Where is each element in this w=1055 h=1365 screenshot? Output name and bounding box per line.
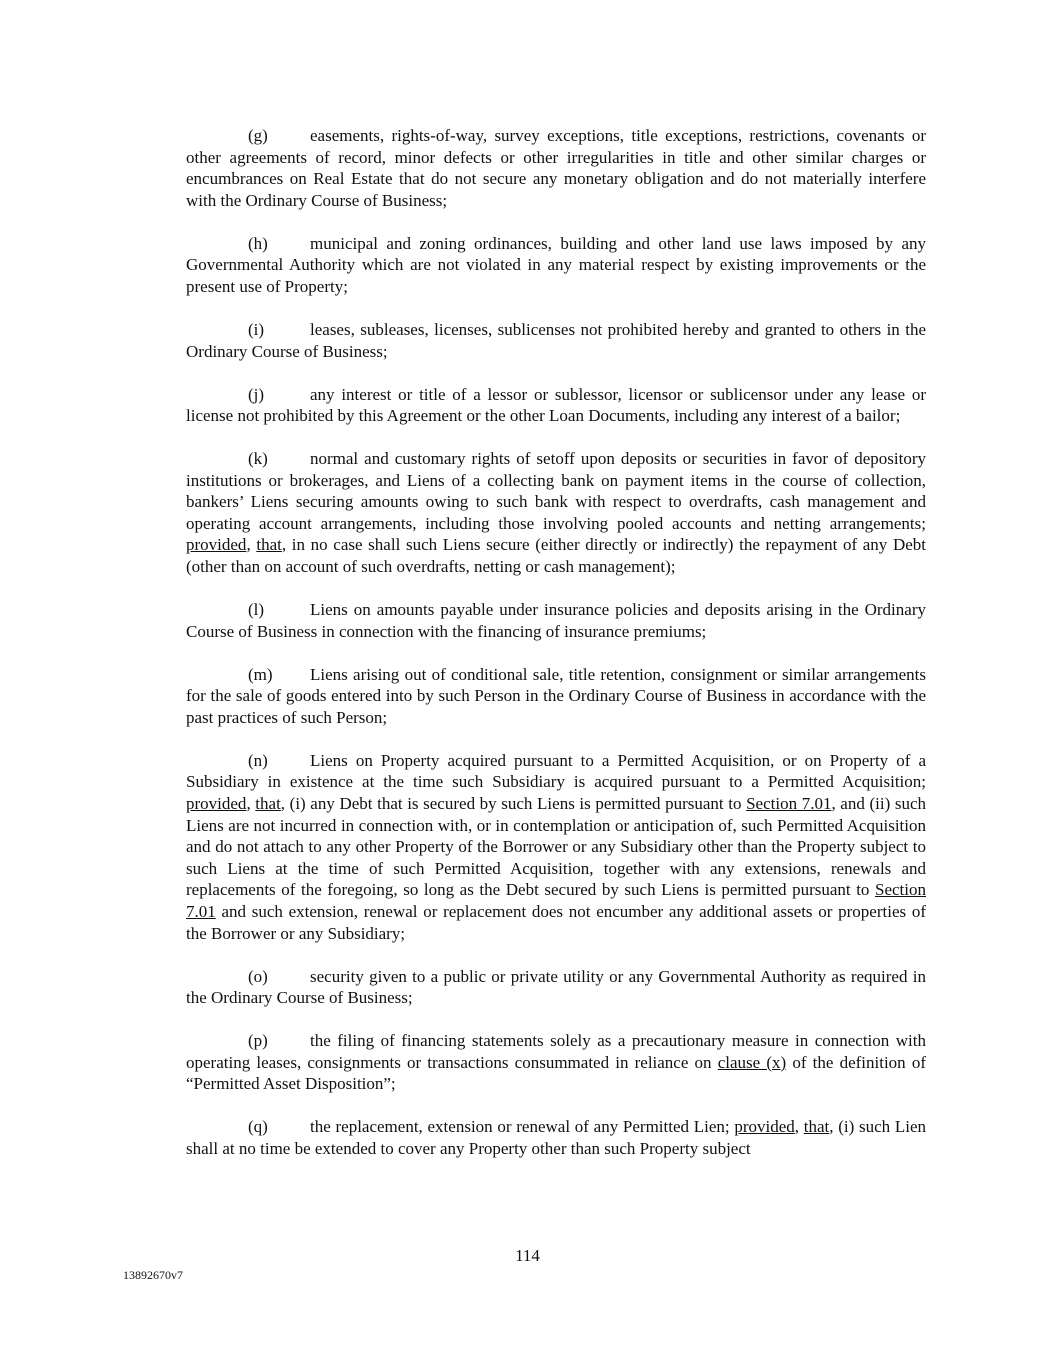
- clause-label: (h): [248, 233, 268, 253]
- clause-text: and such extension, renewal or replacement does not encumber any additional assets or properties of the Borrower or any Subsidiary;: [186, 901, 926, 943]
- clause-label: (l): [248, 600, 265, 620]
- clause-paragraph: [186, 319, 926, 362]
- document-id: 13892670v7: [123, 1268, 183, 1282]
- clause-paragraph: [186, 750, 926, 944]
- underlined-term: clause (x): [717, 1052, 787, 1072]
- clause-text: ,: [246, 793, 256, 813]
- clause-text: ,: [246, 535, 257, 555]
- clause-paragraph: [186, 448, 926, 578]
- clause-text: , (i) any Debt that is secured by such Liens is permitted pursuant to: [280, 793, 747, 813]
- clause-text: ,: [794, 1117, 804, 1137]
- underlined-term: that: [256, 535, 282, 555]
- clause-paragraph: [186, 125, 926, 211]
- clause-label: (j): [248, 384, 265, 404]
- clause-label: (m): [248, 664, 273, 684]
- clause-label: (q): [248, 1117, 268, 1137]
- underlined-term: Section 7.01: [746, 793, 832, 813]
- clause-paragraph: [186, 384, 926, 427]
- clause-label: (o): [248, 966, 268, 986]
- clause-paragraph: [186, 966, 926, 1009]
- page-body: [186, 125, 926, 1181]
- clause-text: Liens arising out of conditional sale, title retention, consignment or similar arrangements for the sale of goods entered into by such Person in the Ordinary Course of Business in accordance with the past practices of such Person;: [186, 664, 926, 727]
- clause-text: leases, subleases, licenses, sublicenses not prohibited hereby and granted to others in the Ordinary Course of Business;: [186, 319, 926, 361]
- underlined-term: provided: [734, 1117, 795, 1137]
- clause-text: , (i) such Lien shall at no time be extended to cover any Property other than such Property subject: [186, 1117, 926, 1158]
- underlined-term: Section 7.01: [186, 880, 926, 921]
- clause-label: (p): [248, 1031, 268, 1051]
- clause-text: any interest or title of a lessor or sublessor, licensor or sublicensor under any lease or license not prohibited by this Agreement or the other Loan Documents, including any interest of a bailor;: [186, 384, 926, 426]
- underlined-term: that: [803, 1117, 830, 1137]
- clause-paragraph: [186, 599, 926, 642]
- clause-paragraph: [186, 1030, 926, 1095]
- clause-label: (i): [248, 319, 265, 339]
- clause-label: (g): [248, 126, 268, 145]
- clause-text: easements, rights-of-way, survey exceptions, title exceptions, restrictions, covenants or other agreements of record, minor defects or other irregularities in title and other similar charges or encumbrances on Real Estate that do not secure any monetary obligation and do not materially interfere with the Ordinary Course of Business;: [186, 126, 926, 210]
- clause-text: Liens on amounts payable under insurance policies and deposits arising in the Ordinary Course of Business in connection with the financing of insurance premiums;: [186, 600, 926, 641]
- clause-text: , in no case shall such Liens secure (either directly or indirectly) the repayment of any Debt (other than on account of such overdrafts, netting or cash management);: [186, 535, 927, 577]
- clause-text: security given to a public or private utility or any Governmental Authority as required in the Ordinary Course of Business;: [186, 966, 926, 1008]
- clause-text: Liens on Property acquired pursuant to a Permitted Acquisition, or on Property of a Subsidiary in existence at the time such Subsidiary is acquired pursuant to a Permitted Acquisition;: [186, 750, 926, 792]
- clause-text: the filing of financing statements solely as a precautionary measure in connection with operating leases, consignments or transactions consummated in reliance on: [186, 1031, 926, 1072]
- clause-paragraph: [186, 664, 926, 729]
- clause-label: (n): [248, 750, 268, 770]
- clause-label: (k): [248, 449, 268, 469]
- clause-text: , and (ii) such Liens are not incurred in connection with, or in contemplation or anticipation of, such Permitted Acquisition and do not attach to any other Property of the Borrower or any Subsidiary other than the Property subject to such Liens at the time of such Permitted Acquisition, together with any extensions, renewals and replacements of the foregoing, so long as the Debt secured by such Liens is permitted pursuant to: [186, 793, 926, 900]
- clause-paragraph: [186, 1116, 926, 1159]
- underlined-term: provided: [186, 535, 247, 555]
- underlined-term: provided: [186, 793, 247, 813]
- clause-text: municipal and zoning ordinances, building and other land use laws imposed by any Governmental Authority which are not violated in any material respect by existing improvements or the present use of Property;: [186, 233, 926, 296]
- page-number: 114: [515, 1246, 540, 1265]
- clause-text: of the definition of “Permitted Asset Disposition”;: [186, 1052, 926, 1094]
- underlined-term: that: [255, 793, 281, 813]
- clause-text: normal and customary rights of setoff upon deposits or securities in favor of depository institutions or brokerages, and Liens of a collecting bank on payment items in the course of collection, bankers’ Liens securing amounts owing to such bank with respect to overdrafts, cash management and operating account arrangements, including those involving pooled accounts and netting arrangements;: [186, 449, 926, 533]
- clause-paragraph: [186, 233, 926, 298]
- clause-text: the replacement, extension or renewal of any Permitted Lien;: [310, 1117, 735, 1137]
